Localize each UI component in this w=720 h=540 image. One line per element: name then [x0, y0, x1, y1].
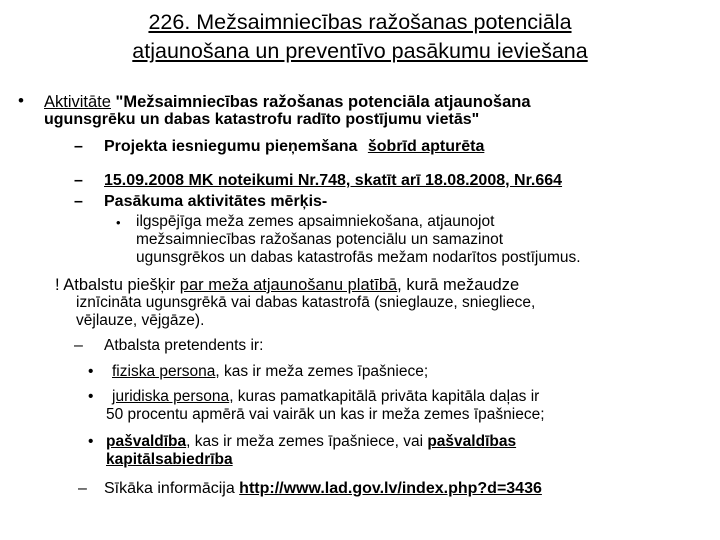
- bullet-dot: •: [18, 91, 24, 110]
- support-line-1-rest: , kurā mežaudze: [397, 276, 520, 294]
- applicant-natural: [112, 363, 428, 381]
- slide-title: [40, 8, 680, 66]
- goals-line-3: ugunsgrēkos un dabas katastrofās mežam nodarītos postījumus.: [136, 249, 581, 266]
- more-info-line: [104, 480, 542, 498]
- small-bullet: •: [116, 215, 121, 230]
- dash-bullet: –: [78, 480, 87, 497]
- small-bullet: •: [88, 363, 94, 380]
- natural-person-term: fiziska persona: [112, 363, 216, 380]
- goals-label: Pasākuma aktivitātes mērķis-: [104, 193, 328, 210]
- natural-person-rest: , kas ir meža zemes īpašniece;: [215, 363, 429, 380]
- more-info-link[interactable]: http://www.lad.gov.lv/index.php?d=3436: [239, 480, 542, 497]
- municipality-company-part-1: pašvaldības: [427, 433, 517, 450]
- support-line-2: iznīcināta ugunsgrēkā vai dabas katastrofā (snieglauze, sniegliece,: [76, 294, 536, 311]
- support-line-1: [55, 276, 519, 294]
- dash-bullet: –: [74, 172, 83, 189]
- more-info-label: Sīkāka informācija: [104, 480, 235, 497]
- project-intake-text: Projekta iesniegumu pieņemšana: [104, 138, 358, 155]
- support-prefix: Atbalstu piešķir: [63, 276, 176, 294]
- activity-line-2: ugunsgrēku un dabas katastrofu radīto postījumu vietās": [44, 111, 480, 128]
- project-intake-status: šobrīd apturēta: [367, 138, 485, 155]
- dash-bullet: –: [74, 193, 83, 210]
- support-line-3: vējlauze, vējgāze).: [76, 312, 205, 329]
- exclamation-mark: !: [55, 276, 60, 294]
- applicant-municipality: [106, 433, 516, 451]
- legal-person-rest-1: , kuras pamatkapitālā privāta kapitāla daļas ir: [229, 388, 540, 405]
- municipality-term: pašvaldība: [106, 433, 187, 450]
- applicant-legal: [112, 388, 539, 406]
- project-intake-line: [104, 138, 484, 156]
- activity-label: Aktivitāte: [44, 93, 111, 111]
- dash-bullet: –: [74, 138, 83, 155]
- goals-line-1: ilgspējīga meža zemes apsaimniekošana, atjaunojot: [136, 213, 495, 230]
- activity-line-1: [44, 93, 531, 111]
- dash-bullet: –: [74, 337, 83, 354]
- municipality-company-part-2: kapitālsabiedrība: [106, 451, 233, 468]
- regulations-link[interactable]: 15.09.2008 MK noteikumi Nr.748, skatīt arī 18.08.2008, Nr.664: [104, 172, 563, 189]
- municipality-rest: , kas ir meža zemes īpašniece, vai: [186, 433, 424, 450]
- applicants-label: Atbalsta pretendents ir:: [104, 337, 264, 354]
- legal-person-term: juridiska persona: [112, 388, 230, 405]
- legal-person-rest-2: 50 procentu apmērā vai vairāk un kas ir meža zemes īpašniece;: [106, 406, 545, 423]
- title-line-1: 226. Mežsaimniecības ražošanas potenciāla: [148, 10, 572, 34]
- activity-name: "Mežsaimniecības ražošanas potenciāla atjaunošana: [115, 93, 531, 111]
- support-area: par meža atjaunošanu platībā: [179, 276, 398, 294]
- small-bullet: •: [88, 388, 94, 405]
- small-bullet: •: [88, 433, 94, 450]
- title-line-2: atjaunošana un preventīvo pasākumu ieviešana: [132, 39, 588, 63]
- goals-line-2: mežsaimniecības ražošanas potenciālu un samazinot: [136, 231, 504, 248]
